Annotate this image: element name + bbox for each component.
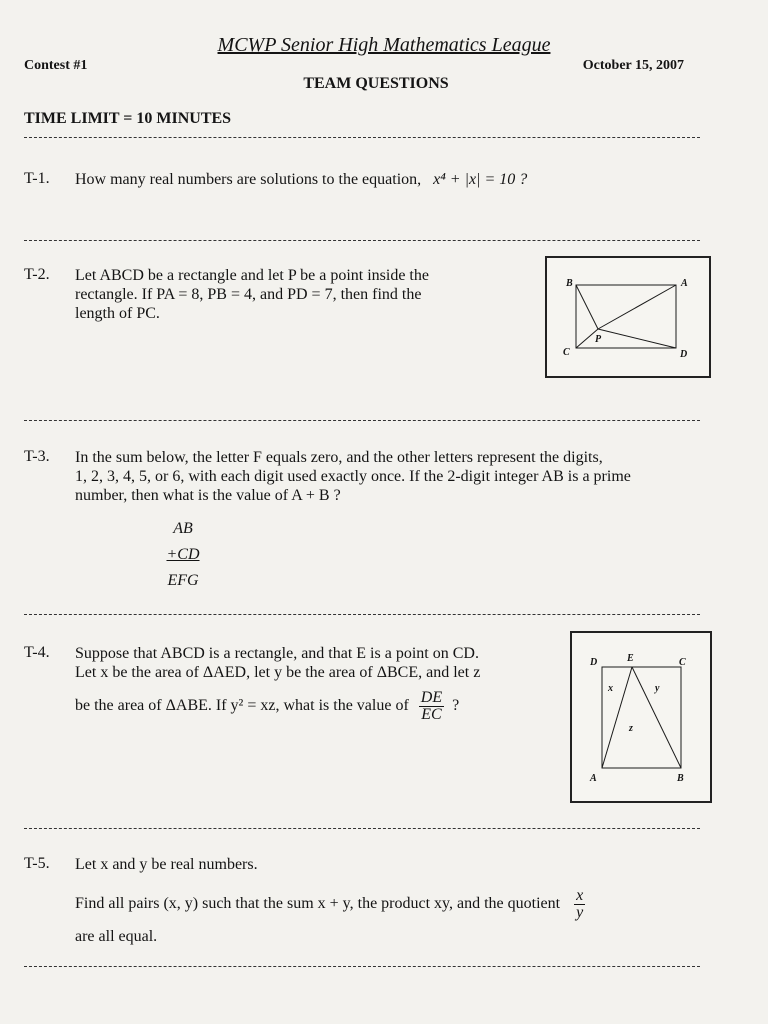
sum-result: EFG (167, 572, 199, 589)
figure-label: P (595, 334, 602, 345)
addend: AB (173, 520, 193, 537)
fraction-x-y (574, 888, 585, 921)
divider (24, 966, 700, 967)
addition-problem (158, 516, 208, 594)
question-number: T-1. (24, 170, 50, 187)
question-line: Find all pairs (x, y) such that the sum x + y, the product xy, and the quotient (75, 895, 561, 913)
figure-label: A (590, 773, 597, 784)
time-limit: TIME LIMIT = 10 MINUTES (24, 110, 232, 127)
figure-label: y (655, 683, 660, 694)
figure-label: D (680, 349, 688, 360)
fraction-de-ec (419, 690, 444, 723)
section-heading: TEAM QUESTIONS (303, 75, 449, 92)
question-line: How many real numbers are solutions to the equation, (75, 171, 422, 188)
equation: x⁴ + |x| = 10 ? (433, 171, 528, 188)
question-line: In the sum below, the letter F equals zero, and the other letters represent the digits, (75, 449, 603, 466)
divider (24, 614, 700, 615)
addend: +CD (166, 546, 200, 563)
question-line: Let x and y be real numbers. (75, 856, 258, 873)
contest-date: October 15, 2007 (582, 58, 684, 73)
figure-label: z (629, 723, 633, 734)
question-line: Suppose that ABCD is a rectangle, and that E is a point on CD. (75, 645, 479, 662)
figure-label: D (590, 657, 598, 668)
question-t5-text (75, 855, 585, 946)
question-number: T-5. (24, 855, 50, 872)
fraction-numerator: DE (420, 689, 443, 706)
figure-label: A (681, 278, 688, 289)
rectangle-diagram-t2 (545, 256, 711, 378)
figure-label: x (608, 683, 613, 694)
question-line: length of PC. (75, 305, 160, 322)
question-t1-text (75, 170, 527, 189)
divider (24, 828, 700, 829)
contest-label: Contest #1 (24, 58, 88, 73)
question-number: T-3. (24, 448, 50, 465)
figure-label: C (563, 347, 570, 358)
question-t4-text (75, 644, 480, 723)
question-line: 1, 2, 3, 4, 5, or 6, with each digit used exactly once. If the 2-digit integer AB is a prime (75, 468, 631, 485)
question-number: T-2. (24, 266, 50, 283)
fraction-numerator: x (576, 887, 584, 904)
question-line: Let x be the area of ΔAED, let y be the area of ΔBCE, and let z (75, 664, 481, 681)
figure-label: B (677, 773, 684, 784)
figure-label: C (679, 657, 686, 668)
question-t2-text (75, 266, 429, 323)
page-title: MCWP Senior High Mathematics League (217, 34, 551, 56)
fraction-denominator: EC (421, 706, 442, 723)
question-line: be the area of ΔABE. If y² = xz, what is the value of (75, 697, 409, 715)
figure-label: B (566, 278, 573, 289)
question-line: rectangle. If PA = 8, PB = 4, and PD = 7, then find the (75, 286, 422, 303)
question-line: number, then what is the value of A + B ? (75, 487, 341, 504)
rectangle-diagram-t4 (570, 631, 712, 803)
question-mark: ? (452, 697, 460, 715)
question-line: Let ABCD be a rectangle and let P be a point inside the (75, 267, 429, 284)
question-number: T-4. (24, 644, 50, 661)
divider (24, 137, 700, 138)
question-line: are all equal. (75, 928, 158, 945)
question-t3-text (75, 448, 631, 505)
divider (24, 240, 700, 241)
figure-label: E (627, 653, 634, 664)
fraction-denominator: y (576, 904, 584, 921)
divider (24, 420, 700, 421)
